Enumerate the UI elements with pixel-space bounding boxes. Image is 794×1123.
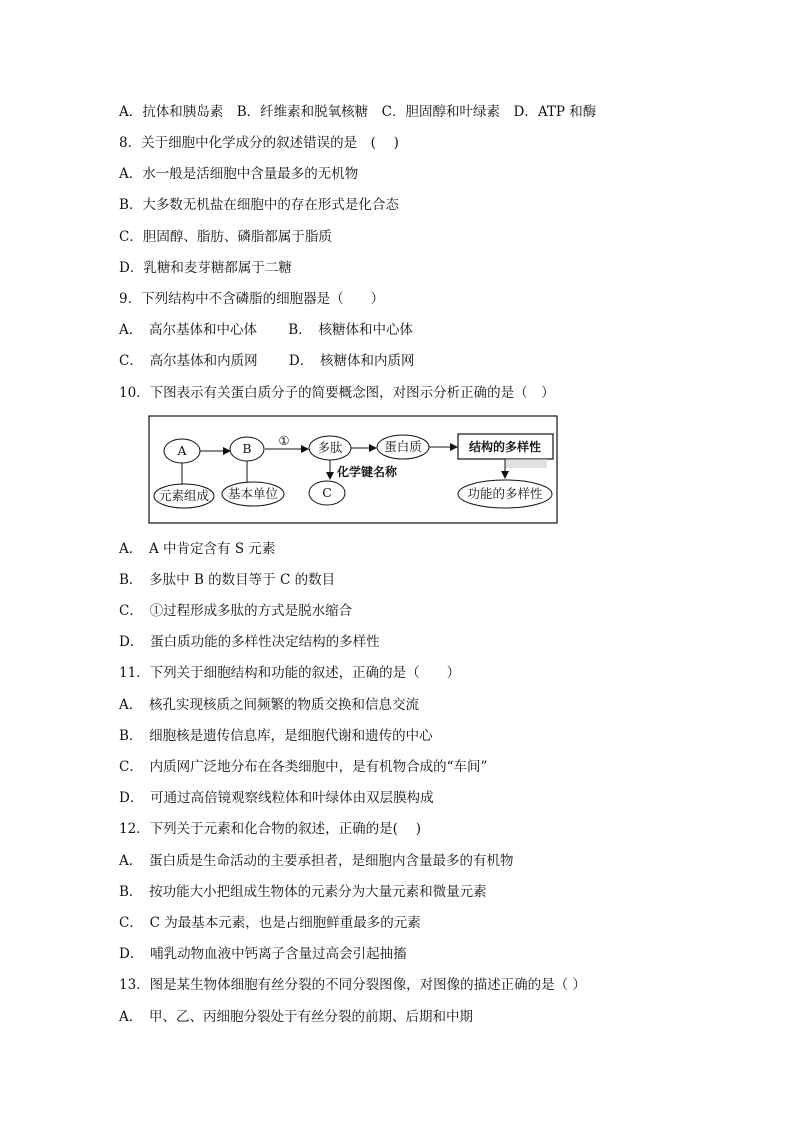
q8-option-d: D．乳糖和麦芽糖都属于二糖 — [119, 260, 292, 276]
q12-option-d: D． 哺乳动物血液中钙离子含量过高会引起抽搐 — [119, 946, 407, 962]
q8-option-a: A．水一般是活细胞中含量最多的无机物 — [119, 166, 359, 182]
q13-option-a: A． 甲、乙、丙细胞分裂处于有丝分裂的前期、后期和中期 — [119, 1009, 473, 1025]
q9-stem: 9．下列结构中不含磷脂的细胞器是（ ） — [119, 291, 385, 307]
node-a-label: A — [177, 443, 187, 458]
q11-option-d: D． 可通过高倍镜观察线粒体和叶绿体由双层膜构成 — [119, 790, 434, 806]
basic-unit-label: 基本单位 — [227, 486, 279, 501]
q10-option-a: A． A 中肯定含有 S 元素 — [119, 541, 276, 557]
q10-option-b: B． 多肽中 B 的数目等于 C 的数目 — [119, 572, 336, 588]
q9-options-ab: A． 高尔基体和中心体 B． 核糖体和中心体 — [119, 322, 413, 338]
q8-option-b: B．大多数无机盐在细胞中的存在形式是化合态 — [119, 197, 399, 213]
protein-concept-diagram — [148, 415, 558, 524]
q11-stem: 11．下列关于细胞结构和功能的叙述，正确的是（ ） — [119, 665, 461, 681]
q10-stem: 10．下图表示有关蛋白质分子的简要概念图，对图示分析正确的是（ ） — [119, 385, 555, 401]
element-composition-label: 元素组成 — [158, 488, 210, 503]
structure-diversity-label: 结构的多样性 — [468, 440, 542, 454]
node-c-label: C — [322, 485, 332, 500]
protein-label: 蛋白质 — [384, 439, 422, 454]
q9-options-cd: C． 高尔基体和内质网 D． 核糖体和内质网 — [119, 353, 415, 369]
node-b-label: B — [242, 441, 252, 456]
q11-option-b: B． 细胞核是遗传信息库，是细胞代谢和遗传的中心 — [119, 728, 433, 744]
q12-option-b: B． 按功能大小把组成生物体的元素分为大量元素和微量元素 — [119, 884, 487, 900]
q12-stem: 12．下列关于元素和化合物的叙述，正确的是( ) — [119, 821, 422, 837]
q12-option-c: C． C 为最基本元素，也是占细胞鲜重最多的元素 — [119, 915, 421, 931]
function-diversity-label: 功能的多样性 — [467, 486, 543, 501]
q10-option-d: D． 蛋白质功能的多样性决定结构的多样性 — [119, 634, 380, 650]
q12-option-a: A． 蛋白质是生命活动的主要承担者，是细胞内含量最多的有机物 — [119, 853, 514, 869]
q10-option-c: C． ①过程形成多肽的方式是脱水缩合 — [119, 603, 353, 619]
bond-name-label: 化学键名称 — [337, 465, 398, 479]
q11-option-a: A． 核孔实现核质之间频繁的物质交换和信息交流 — [119, 697, 419, 713]
q11-option-c: C． 内质网广泛地分布在各类细胞中，是有机物合成的“车间” — [119, 759, 488, 775]
q7-options: A．抗体和胰岛素 B．纤维素和脱氧核糖 C．胆固醇和叶绿素 D．ATP 和酶 — [119, 104, 597, 120]
q8-stem: 8．关于细胞中化学成分的叙述错误的是 ( ) — [119, 135, 399, 151]
watermark-blur — [505, 459, 547, 468]
q13-stem: 13．图是某生物体细胞有丝分裂的不同分裂图像，对图像的描述正确的是（ ） — [119, 977, 586, 993]
q8-option-c: C．胆固醇、脂肪、磷脂都属于脂质 — [119, 229, 332, 245]
process-1-label: ① — [278, 433, 290, 448]
polypeptide-label: 多肽 — [317, 440, 343, 455]
